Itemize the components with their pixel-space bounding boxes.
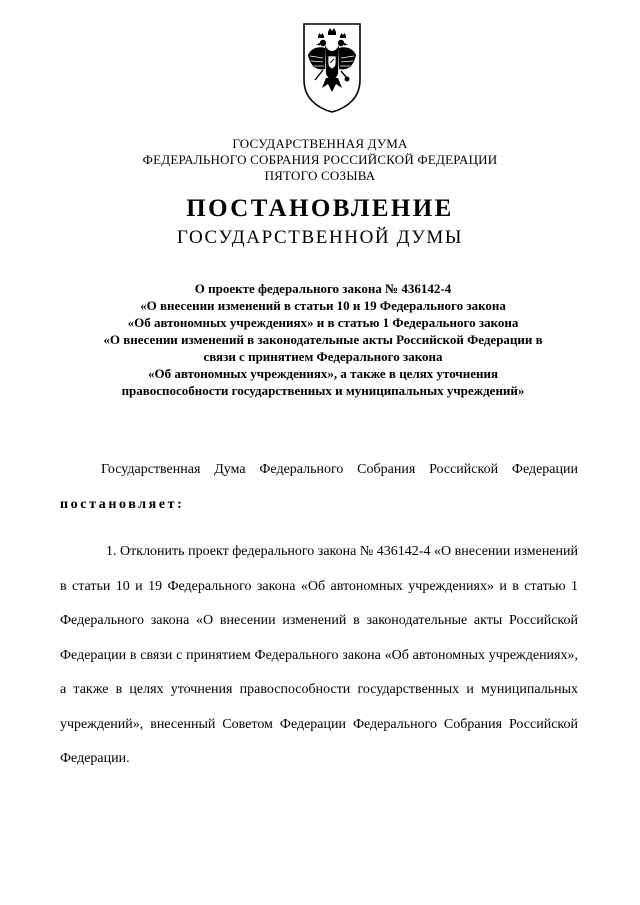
- preamble-paragraph: [60, 453, 578, 522]
- document-subject: [60, 280, 586, 399]
- preamble-verb: постановляет:: [60, 496, 185, 512]
- russian-coat-of-arms-icon: [301, 22, 363, 114]
- resolution-item-1: 1. Отклонить проект федерального закона № 436142-4 «О внесении изменений в статьи 10 и 19 Федерального закона «Об автономных учреждениях» и в статью 1 Федерального закона «О внесении изменений в законодательные акты Российской Федерации в связи с принятием Федерального закона «Об автономных учреждениях», а также в целях уточнения правоспособности государственных и муниципальных учреждений», внесенный Советом Федерации Федерального Собрания Российской Федерации.: [60, 544, 578, 766]
- subject-line: правоспособности государственных и муниципальных учреждений»: [121, 383, 525, 398]
- subject-line: «О внесении изменений в законодательные акты Российской Федерации в: [103, 332, 543, 347]
- org-name-line-2: ФЕДЕРАЛЬНОГО СОБРАНИЯ РОССИЙСКОЙ ФЕДЕРАЦИИ: [142, 152, 498, 167]
- org-name-line-1: ГОСУДАРСТВЕННАЯ ДУМА: [232, 136, 408, 151]
- document-issuer: ГОСУДАРСТВЕННОЙ ДУМЫ: [176, 227, 464, 248]
- subject-line: О проекте федерального закона № 436142-4: [194, 281, 452, 296]
- subject-line: «Об автономных учреждениях» и в статью 1 Федерального закона: [127, 315, 519, 330]
- preamble-text: Государственная Дума Федерального Собрания Российской Федерации: [101, 462, 578, 477]
- document-type-title: ПОСТАНОВЛЕНИЕ: [186, 195, 454, 222]
- subject-line: «Об автономных учреждениях», а также в целях уточнения: [147, 366, 499, 381]
- subject-line: «О внесении изменений в статьи 10 и 19 Федерального закона: [140, 298, 506, 313]
- convocation-line: ПЯТОГО СОЗЫВА: [264, 168, 376, 183]
- subject-line: связи с принятием Федерального закона: [203, 349, 443, 364]
